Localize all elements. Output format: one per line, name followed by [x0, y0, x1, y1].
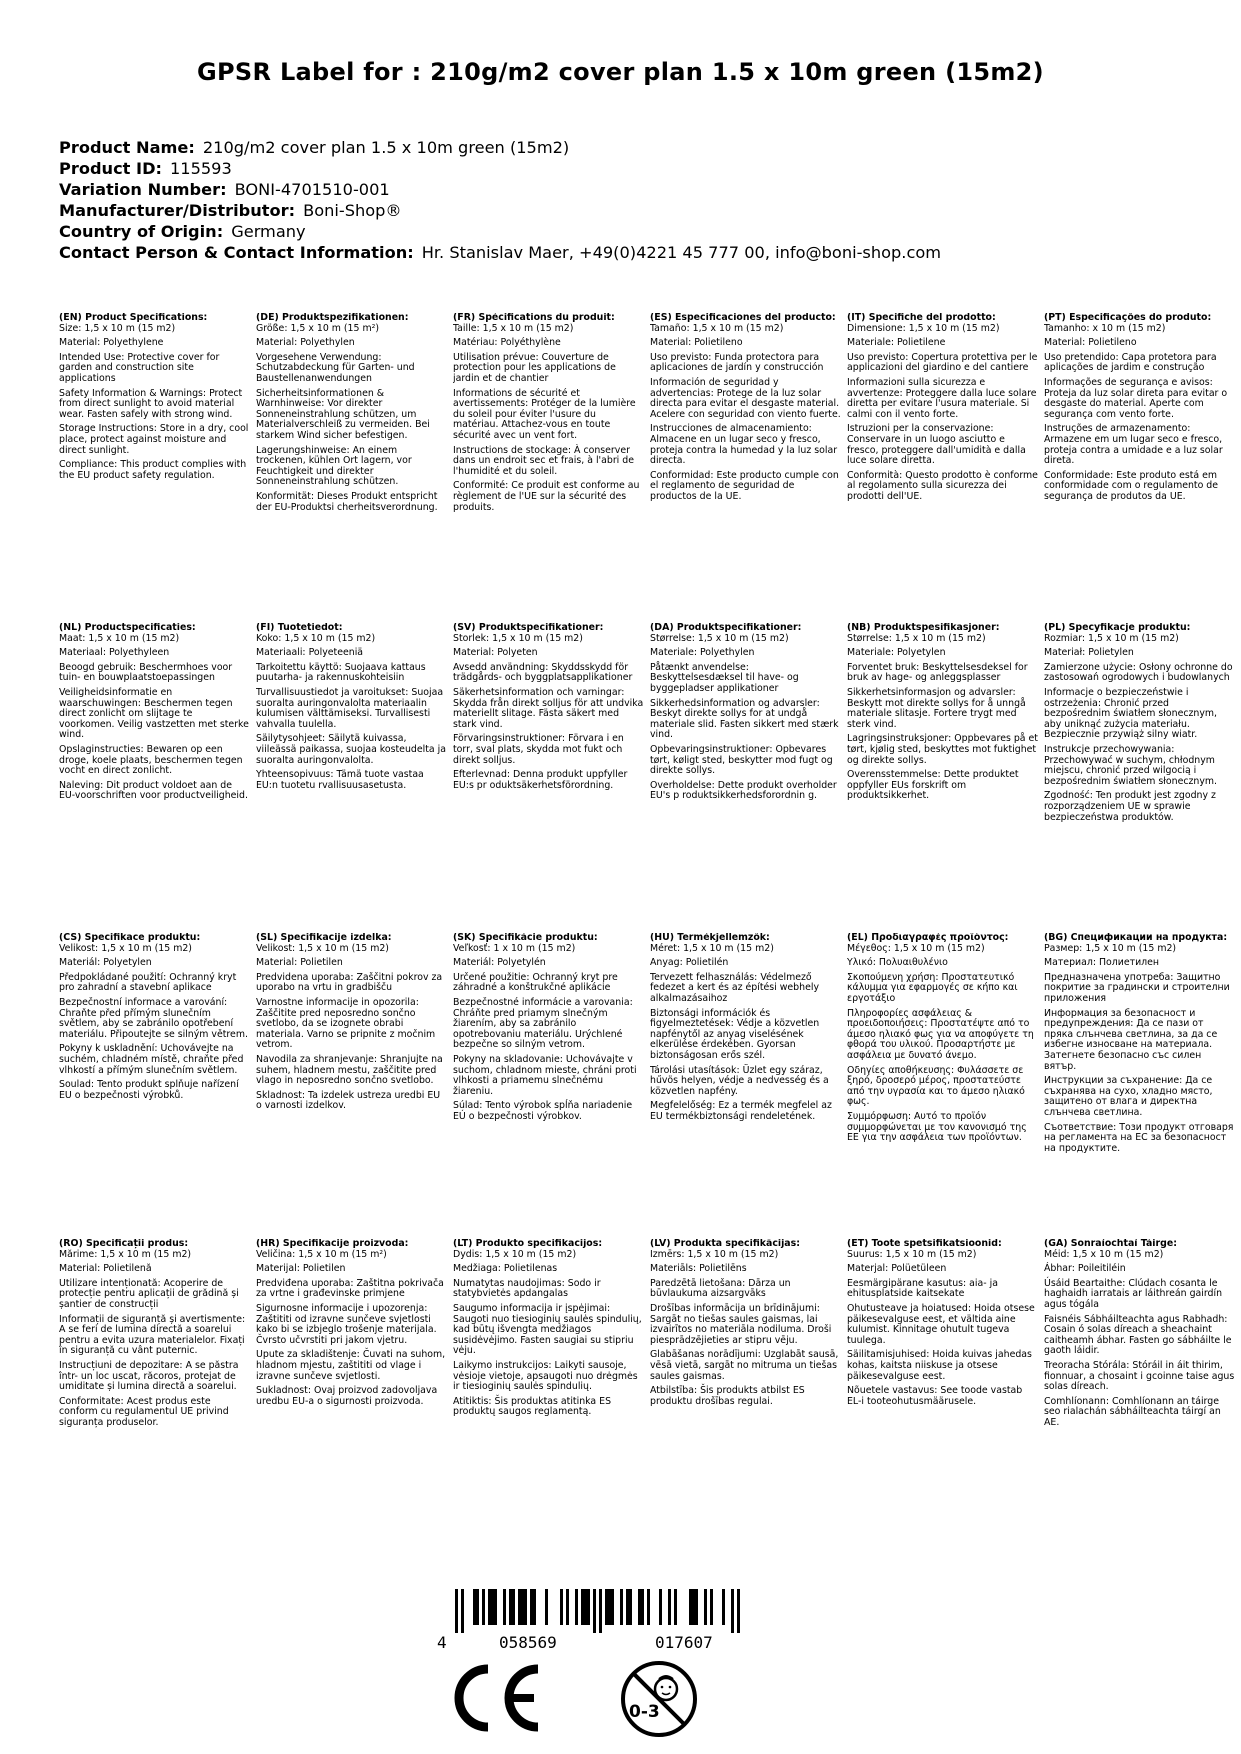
page-title: GPSR Label for : 210g/m2 cover plan 1.5 x 10m green (15m2) — [197, 58, 1044, 86]
barcode-bar — [608, 1589, 611, 1625]
spec-line: Izmērs: 1,5 x 10 m (15 m2) — [650, 1248, 779, 1260]
barcode-right-digits: 017607 — [655, 1633, 713, 1652]
spec-line: Tarkoitettu käyttö: Suojaava kattaus puutarha- ja rakennuskohteisiin — [256, 661, 426, 684]
spec-block — [453, 623, 650, 933]
spec-line: Varnostne informacije in opozorila: Zaščitite pred neposredno sončno svetlobo, da se izognete obrabi materiala. Varno se pripnite z močnim vetrom. — [256, 996, 436, 1051]
spec-line: Skladnost: Ta izdelek ustreza uredbi EU o varnosti izdelkov. — [256, 1089, 441, 1112]
spec-line: Súlad: Tento výrobok spĺňa nariadenie EÚ o bezpečnosti výrobkov. — [453, 1100, 633, 1122]
spec-line: Avsedd användning: Skyddsskydd för trädgårds- och byggplatsapplikationer — [453, 661, 633, 684]
spec-line: Mărime: 1,5 x 10 m (15 m2) — [59, 1248, 192, 1260]
spec-line: Atitiktis: Šis produktas atitinka ES produktų saugos reglamentą. — [453, 1395, 612, 1418]
info-value: BONI-4701510-001 — [234, 180, 390, 199]
spec-line: Velikost: 1,5 x 10 m (15 m2) — [256, 942, 389, 954]
spec-line: Beoogd gebruik: Beschermhoes voor tuin- en bouwplaatstoepassingen — [59, 661, 233, 684]
info-row — [59, 242, 941, 263]
spec-line: Informacje o bezpieczeństwie i ostrzeżenia: Chronić przed bezpośrednim światłem słonecznym, aby uniknąć zużycia materiału. Bezpiecznie przywiąż silny wiatr. — [1044, 686, 1218, 741]
barcode-bar — [704, 1589, 707, 1625]
spec-line: Storage Instructions: Store in a dry, cool place, protect against moisture and direct sunlight. — [59, 423, 249, 456]
spec-line: Upute za skladištenje: Čuvati na suhom, hladnom mjestu, zaštititi od vlage i izravne sunčeve svjetlosti. — [256, 1349, 446, 1382]
spec-heading: (PL) Specyfikacje produktu: — [1044, 623, 1191, 633]
spec-line: Glabāšanas norādījumi: Uzglabāt sausā, vēsā vietā, sargāt no mitruma un tiešas saules gaismas. — [650, 1349, 839, 1382]
spec-line: Vorgesehene Verwendung: Schutzabdeckung für Garten- und Baustellenanwendungen — [256, 351, 415, 384]
spec-heading: (LT) Produkto specifikacijos: — [453, 1239, 603, 1249]
spec-line: Lagringsinstruksjoner: Oppbevares på et tørt, kjølig sted, beskyttes mot fuktighet og direkte sollys. — [847, 733, 1038, 766]
spec-heading: (CS) Specifikace produktu: — [59, 933, 201, 943]
spec-line: Predvidena uporaba: Zaščitni pokrov za uporabo na vrtu in gradbišču — [256, 971, 443, 994]
spec-line: Určené použitie: Ochranný kryt pre záhradné a konštrukčné aplikácie — [453, 971, 618, 994]
info-value: 115593 — [169, 159, 232, 178]
spec-line: Материал: Полиетилен — [1044, 957, 1160, 969]
spec-line: Predviđena uporaba: Zaštitna pokrivača za vrtne i građevinske primjene — [256, 1277, 444, 1300]
spec-line: Informações de segurança e avisos: Proteja da luz solar direta para evitar o desgaste do material. Aperte com segurança com vento forte. — [1044, 376, 1228, 420]
spec-line: Säkerhetsinformation och varningar: Skydda från direkt solljus för att undvika materiellt slitage. Fästa säkert med stark vind. — [453, 686, 644, 730]
spec-line: Съответствие: Този продукт отговаря на регламента на ЕС за безопасност на продуктите. — [1044, 1121, 1234, 1154]
info-row — [59, 179, 941, 200]
spec-line: Sukladnost: Ovaj proizvod zadovoljava uredbu EU-a o sigurnosti proizvoda. — [256, 1385, 438, 1407]
spec-line: Ábhar: Poileitiléin — [1044, 1263, 1126, 1275]
spec-block — [1044, 313, 1241, 623]
spec-line: Tárolási utasítások: Üzlet egy száraz, hűvös helyen, védje a nedvesség és a közvetlen napfény. — [650, 1064, 829, 1097]
spec-line: Materiál: Polyetylén — [453, 957, 546, 969]
spec-line: Bezpečnostní informace a varování: Chraňte před přímým slunečním světlem, aby se zabránilo opotřebení materiálu. Připoutejte se silným větrem. — [59, 996, 248, 1040]
spec-line: Pokyny k uskladnění: Uchovávejte na suchém, chladném místě, chraňte před vlhkostí a přímým slunečním světlem. — [59, 1043, 244, 1076]
spec-line: Materiale: Polietilene — [847, 337, 946, 349]
barcode-bar — [473, 1589, 476, 1625]
spec-line: Bezpečnostné informácie a varovania: Chráňte pred priamym slnečným žiarením, aby sa zabránilo opotrebovaniu materiálu. Urýchlené bezpečne so silným vetrom. — [453, 996, 633, 1051]
spec-line: Информация за безопасност и предупреждения: Да се пази от пряка слънчева светлина, за да се избегне износване на материала. Затегнете безопасно със силен вятър. — [1044, 1007, 1218, 1072]
spec-line: Laikymo instrukcijos: Laikyti sausoje, vėsioje vietoje, apsaugoti nuo drėgmės ir tiesioginių saulės spindulių. — [453, 1359, 638, 1393]
spec-block — [59, 623, 256, 933]
barcode-bar — [524, 1589, 527, 1625]
spec-line: Faisnéis Sábháilteachta agus Rabhadh: Cosain ó solas díreach a sheachaint caitheamh ábhar. Fasten go sábháilte le gaoth láidir. — [1044, 1313, 1232, 1357]
spec-line: Sikkerhedsinformation og advarsler: Beskyt direkte sollys for at undgå materiale slid. Fasten sikkert med stærk vind. — [650, 697, 839, 741]
spec-line: Istruzioni per la conservazione: Conservare in un luogo asciutto e fresco, proteggere dall'umidità e dalla luce solare diretta. — [847, 423, 1026, 467]
barcode-bar — [695, 1589, 698, 1625]
spec-line: Инструкции за съхранение: Да се съхранява на сухо, хладно място, защитено от влага и директна слънчева светлина. — [1044, 1075, 1213, 1118]
spec-line: Uso previsto: Funda protectora para aplicaciones de jardín y construcción — [650, 351, 824, 374]
info-value: Boni-Shop® — [303, 201, 402, 220]
spec-block — [847, 313, 1044, 623]
barcode-bar — [482, 1589, 485, 1625]
spec-line: Conformità: Questo prodotto è conforme al regolamento sulla sicurezza dei prodotti dell'UE. — [847, 469, 1038, 502]
spec-line: Veličina: 1,5 x 10 m (15 m²) — [256, 1248, 387, 1260]
spec-block — [650, 1239, 847, 1539]
spec-line: Zamierzone użycie: Osłony ochronne do zastosowań ogrodowych i budowlanych — [1044, 661, 1233, 684]
barcode-bar — [461, 1589, 464, 1633]
spec-line: Instruções de armazenamento: Armazene em um lugar seco e fresco, proteja contra a umidade e a luz solar direta. — [1044, 423, 1223, 467]
spec-line: Material: Polietileno — [1044, 337, 1137, 349]
spec-line: Tervezett felhasználás: Védelmező fedezet a kert és az építési webhely alkalmazásaihoz — [650, 971, 819, 1004]
spec-line: Yhteensopivuus: Tämä tuote vastaa EU:n tuotetu rvallisuusasetusta. — [256, 769, 424, 791]
spec-line: Conformitate: Acest produs este conform cu regulamentul UE privind siguranța produselor. — [59, 1395, 229, 1428]
spec-line: Nõuetele vastavus: See toode vastab EL-i tooteohutusmäärusele. — [847, 1385, 1023, 1407]
barcode-bar — [587, 1589, 590, 1625]
spec-heading: (SL) Specifikacije izdelka: — [256, 933, 392, 943]
barcode-bar — [581, 1589, 584, 1625]
spec-line: Σκοπούμενη χρήση: Προστατευτικό κάλυμμα για εφαρμογές σε κήπο και εργοτάξιο — [847, 971, 1018, 1004]
spec-block — [1044, 623, 1241, 933]
spec-line: Conformidad: Este producto cumple con el reglamento de seguridad de productos de la UE. — [650, 469, 839, 502]
spec-block — [453, 933, 650, 1239]
barcode-bar — [593, 1589, 596, 1633]
spec-line: Οδηγίες αποθήκευσης: Φυλάσσετε σε ξηρό, δροσερό μέρος, προστατεύστε από την υγρασία και το άμεσο ηλιακό φως. — [847, 1064, 1025, 1108]
not-for-children-0-3-icon — [619, 1659, 699, 1739]
spec-heading: (IT) Specifiche del prodotto: — [847, 313, 996, 323]
spec-line: Utilisation prévue: Couverture de protection pour les applications de jardin et de chantier — [453, 351, 616, 384]
spec-line: Tamanho: x 10 m (15 m2) — [1044, 322, 1166, 334]
ce-mark-icon — [448, 1663, 544, 1733]
spec-line: Informations de sécurité et avertissements: Protéger de la lumière du soleil pour éviter l'usure du matériau. Attachez-vous en toute sécurité avec un vent fort. — [453, 387, 636, 441]
spec-block — [59, 1239, 256, 1539]
spec-line: Μέγεθος: 1,5 x 10 m (15 m2) — [847, 942, 985, 954]
spec-line: Anyag: Polietilén — [650, 957, 729, 969]
spec-line: Megfelelőség: Ez a termék megfelel az EU termékbiztonsági rendeletének. — [650, 1100, 832, 1122]
spec-line: Materiāls: Polietilēns — [650, 1263, 747, 1275]
spec-line: Soulad: Tento produkt splňuje nařízení EU o bezpečnosti výrobků. — [59, 1079, 239, 1101]
spec-heading: (BG) Спецификации на продукта: — [1044, 933, 1228, 943]
spec-line: Información de seguridad y advertencias: Protege de la luz solar directa para evitar el desgaste material. Acelere con seguridad con viento fuerte. — [650, 376, 841, 420]
spec-heading: (NB) Produktspesifikasjoner: — [847, 623, 1000, 633]
spec-line: Συμμόρφωση: Αυτό το προϊόν συμμορφώνεται με τον κανονισμό της ΕΕ για την ασφάλεια των προϊόντων. — [847, 1110, 1027, 1144]
barcode-bar — [647, 1589, 650, 1625]
spec-line: Turvallisuustiedot ja varoitukset: Suojaa suoralta auringonvalolta materiaalin kulumisen välttämiseksi. Turvallisesti vahvalla tuulella. — [256, 686, 444, 730]
barcode-bar — [476, 1589, 479, 1625]
spec-line: Overensstemmelse: Dette produktet oppfyller EUs forskrift om produktsikkerhet. — [847, 769, 1019, 802]
spec-heading: (EN) Product Specifications: — [59, 313, 208, 323]
barcode-bar — [689, 1589, 692, 1625]
spec-line: Material: Polyethylene — [59, 337, 164, 349]
spec-line: Storlek: 1,5 x 10 m (15 m2) — [453, 632, 583, 644]
spec-line: Pokyny na skladovanie: Uchovávajte v suchom, chladnom mieste, chráni proti vlhkosti a priamemu slnečnému žiareniu. — [453, 1053, 637, 1097]
spec-block — [650, 623, 847, 933]
spec-line: Méret: 1,5 x 10 m (15 m2) — [650, 942, 774, 954]
spec-line: Opslaginstructies: Bewaren op een droge, koele plaats, beschermen tegen vocht en direct zonlicht. — [59, 743, 243, 777]
spec-line: Méid: 1,5 x 10 m (15 m2) — [1044, 1248, 1164, 1260]
spec-line: Säilitamisjuhised: Hoida kuivas jahedas kohas, kaitsta niiskuse ja otsese päikesevalguse eest. — [847, 1349, 1032, 1382]
spec-line: Påtænkt anvendelse: Beskyttelsesdæksel til have- og byggepladser applikationer — [650, 661, 799, 694]
spec-line: Ohutusteave ja hoiatused: Hoida otsese päikesevalguse eest, et vältida aine kulumist. Kinnitage ohutult tugeva tuulega. — [847, 1302, 1035, 1346]
spec-line: Sigurnosne informacije i upozorenja: Zaštititi od izravne sunčeve svjetlosti kako bi se izbjeglo trošenje materijala. Čvrsto učvrstiti pri jakom vjetru. — [256, 1302, 437, 1346]
spec-heading: (SK) Špecifikácie produktu: — [453, 933, 598, 943]
spec-heading: (NL) Productspecificaties: — [59, 623, 196, 633]
spec-line: Treoracha Stórála: Stóráil in áit thirim, fionnuar, a chosaint i gcoinne taise agus solas díreach. — [1044, 1359, 1235, 1393]
barcode-bar — [641, 1589, 644, 1625]
spec-block — [847, 623, 1044, 933]
spec-line: Tamaño: 1,5 x 10 m (15 m2) — [650, 322, 784, 334]
barcode-bar — [521, 1589, 524, 1625]
spec-line: Informații de siguranță și avertismente: A se feri de lumina directă a soarelui pentru a evita uzura materialelor. Fixați în siguranță cu vânt puternic. — [59, 1313, 246, 1357]
spec-block — [256, 313, 453, 623]
spec-line: Navodila za shranjevanje: Shranjujte na suhem, hladnem mestu, zaščitite pred vlago in neposredno sončno svetlobo. — [256, 1053, 443, 1087]
barcode-left-digits: 058569 — [499, 1633, 557, 1652]
info-label: Country of Origin: — [59, 222, 224, 241]
spec-line: Instrucțiuni de depozitare: A se păstra într- un loc uscat, răcoros, protejat de umiditate și lumina directă a soarelui. — [59, 1359, 239, 1393]
spec-line: Zgodność: Ten produkt jest zgodny z rozporządzeniem UE w sprawie bezpieczeństwa produktów. — [1044, 790, 1216, 823]
spec-line: Konformität: Dieses Produkt entspricht der EU-Produktsi cherheitsverordnung. — [256, 490, 438, 513]
spec-line: Overholdelse: Dette produkt overholder EU's p roduktsikkerhedsforordnin g. — [650, 779, 837, 802]
spec-line: Rozmiar: 1,5 x 10 m (15 m2) — [1044, 632, 1179, 644]
product-info — [59, 137, 941, 263]
spec-line: Größe: 1,5 x 10 m (15 m²) — [256, 322, 380, 334]
spec-line: Materiale: Polyetylen — [847, 647, 946, 659]
barcode-bar — [629, 1589, 632, 1625]
spec-line: Suurus: 1,5 x 10 m (15 m2) — [847, 1248, 977, 1260]
spec-line: Förvaringsinstruktioner: Förvara i en torr, sval plats, skydda mot fukt och direkt solljus. — [453, 733, 624, 766]
spec-line: Comhlíonann: Comhlíonann an táirge seo rialachán sábháilteachta táirgí an AE. — [1044, 1395, 1221, 1428]
spec-block — [453, 313, 650, 623]
spec-line: Υλικό: Πολυαιθυλένιο — [847, 957, 948, 969]
barcode-bar — [530, 1589, 533, 1625]
spec-line: Matériau: Polyéthylène — [453, 337, 561, 349]
spec-line: Utilizare intenționată: Acoperire de protecție pentru aplicații de grădină și șantier de construcții — [59, 1277, 239, 1310]
spec-line: Πληροφορίες ασφάλειας & προειδοποιήσεις: Προστατέψτε από το άμεσο ηλιακό φως για να αποφύγετε τη φθορά του υλικού. Προσαρτήστε με ασφάλεια με δυνατό άνεμο. — [847, 1007, 1034, 1061]
spec-block — [256, 933, 453, 1239]
info-label: Product ID: — [59, 159, 162, 178]
barcode-bar — [488, 1589, 491, 1625]
spec-line: Atbilstība: Šis produkts atbilst ES produktu drošības regulai. — [650, 1385, 805, 1407]
spec-heading: (DA) Produktspecifikationer: — [650, 623, 802, 633]
spec-line: Veiligheidsinformatie en waarschuwingen: Beschermen tegen direct zonlicht om slijtage te voorkomen. Veilig vastzetten met sterke wind. — [59, 686, 249, 741]
spec-line: Uso pretendido: Capa protetora para aplicações de jardim e construção — [1044, 351, 1217, 374]
spec-heading: (HR) Specifikacije proizvoda: — [256, 1239, 409, 1249]
spec-line: Размер: 1,5 x 10 m (15 m2) — [1044, 942, 1177, 954]
spec-line: Størrelse: 1,5 x 10 m (15 m2) — [650, 632, 789, 644]
spec-block — [1044, 1239, 1241, 1539]
spec-line: Conformidade: Este produto está em conformidade com o regulamento de segurança de produtos da UE. — [1044, 469, 1219, 502]
spec-line: Naleving: Dit product voldoet aan de EU-voorschriften voor productveiligheid. — [59, 779, 248, 802]
info-row — [59, 158, 941, 179]
spec-heading: (EL) Προδιαγραφές προϊόντος: — [847, 933, 1009, 943]
spec-line: Sicherheitsinformationen & Warnhinweise: Vor direkter Sonneneinstrahlung schützen, um Materialverschleiß zu vermeiden. Bei starkem Wind sicher befestigen. — [256, 387, 430, 441]
spec-grid — [59, 313, 1239, 1539]
spec-line: Biztonsági információk és figyelmeztetések: Védje a közvetlen napfénytől az anyag viselésének elkerülése érdekében. Gyorsan biztonságosan erős szél. — [650, 1007, 820, 1061]
barcode-bar — [512, 1589, 515, 1625]
spec-line: Dydis: 1,5 x 10 m (15 m2) — [453, 1248, 577, 1260]
spec-line: Informazioni sulla sicurezza e avvertenze: Proteggere dalla luce solare diretta per evitare l'usura materiale. Si calmi con il vento forte. — [847, 376, 1037, 420]
spec-heading: (GA) Sonraíochtaí Táirge: — [1044, 1239, 1177, 1249]
spec-line: Maat: 1,5 x 10 m (15 m2) — [59, 632, 180, 644]
spec-line: Numatytas naudojimas: Sodo ir statybvietės apdangalas — [453, 1277, 601, 1300]
spec-heading: (LV) Produkta specifikācijas: — [650, 1239, 800, 1249]
spec-line: Sikkerhetsinformasjon og advarsler: Beskytt mot direkte sollys for å unngå materiale slitasje. Fortere trygt med sterk vind. — [847, 686, 1026, 730]
spec-line: Velikost: 1,5 x 10 m (15 m2) — [59, 942, 192, 954]
spec-line: Compliance: This product complies with the EU product safety regulation. — [59, 459, 247, 481]
barcode-bar — [710, 1589, 713, 1625]
spec-line: Material: Polietileno — [650, 337, 743, 349]
barcode-bar — [491, 1589, 494, 1625]
barcode-bar — [731, 1589, 734, 1633]
spec-line: Instructions de stockage: À conserver dans un endroit sec et frais, à l'abri de l'humidité et du soleil. — [453, 444, 634, 477]
spec-line: Safety Information & Warnings: Protect from direct sunlight to avoid material wear. Fasten safely with strong wind. — [59, 387, 243, 420]
barcode-bar — [668, 1589, 671, 1625]
spec-block — [847, 933, 1044, 1239]
spec-line: Paredzētā lietošana: Dārza un būvlaukuma aizsargvāks — [650, 1277, 791, 1300]
info-value: Hr. Stanislav Maer, +49(0)4221 45 777 00, info@boni-shop.com — [421, 243, 942, 262]
spec-block — [650, 313, 847, 623]
info-row — [59, 137, 941, 158]
barcode-bar — [638, 1589, 641, 1625]
spec-block — [59, 933, 256, 1239]
barcode-bar — [575, 1589, 578, 1625]
spec-line: Instrucciones de almacenamiento: Almacene en un lugar seco y fresco, proteja contra la humedad y la luz solar directa. — [650, 423, 838, 467]
spec-line: Size: 1,5 x 10 m (15 m2) — [59, 322, 176, 334]
barcode-bar — [518, 1589, 521, 1625]
spec-line: Materiaal: Polyethyleen — [59, 647, 170, 659]
info-label: Product Name: — [59, 138, 195, 157]
spec-heading: (PT) Especificações do produto: — [1044, 313, 1212, 323]
spec-block — [1044, 933, 1241, 1239]
info-row — [59, 200, 941, 221]
barcode-bar — [584, 1589, 587, 1625]
spec-line: Předpokládané použití: Ochranný kryt pro zahradní a stavební aplikace — [59, 971, 237, 994]
spec-line: Úsáid Beartaithe: Clúdach cosanta le haghaidh iarratais ar láithreán gairdín agus tógála — [1044, 1277, 1223, 1310]
spec-line: Dimensione: 1,5 x 10 m (15 m2) — [847, 322, 1000, 334]
barcode-bar — [611, 1589, 614, 1625]
spec-block — [650, 933, 847, 1239]
barcode-bar — [545, 1589, 548, 1625]
info-value: 210g/m2 cover plan 1.5 x 10m green (15m2) — [202, 138, 570, 157]
barcode-bar — [674, 1589, 677, 1625]
spec-line: Intended Use: Protective cover for garden and construction site applications — [59, 351, 220, 384]
info-row — [59, 221, 941, 242]
spec-line: Størrelse: 1,5 x 10 m (15 m2) — [847, 632, 986, 644]
barcode-bar — [455, 1589, 458, 1633]
spec-line: Material: Polietilenă — [59, 1263, 152, 1275]
barcode-bar — [626, 1589, 629, 1625]
spec-line: Medžiaga: Polietilenas — [453, 1263, 558, 1275]
spec-block — [256, 623, 453, 933]
spec-line: Opbevaringsinstruktioner: Opbevares tørt, køligt sted, beskytter mod fugt og direkte sollys. — [650, 743, 833, 777]
barcode-bar — [620, 1589, 623, 1625]
spec-heading: (SV) Produktspecifikationer: — [453, 623, 604, 633]
spec-line: Instrukcje przechowywania: Przechowywać w suchym, chłodnym miejscu, chronić przed wilgocią i bezpośrednim światłem słonecznym. — [1044, 743, 1218, 787]
barcode-bar — [560, 1589, 563, 1625]
spec-heading: (RO) Specificații produs: — [59, 1239, 189, 1249]
spec-line: Materiaali: Polyeteeniä — [256, 647, 364, 659]
barcode-bar — [659, 1589, 662, 1625]
spec-line: Säilytysohjeet: Säilytä kuivassa, viileässä paikassa, suojaa kosteudelta ja suoralta auringonvalolta. — [256, 733, 446, 766]
spec-block — [847, 1239, 1044, 1539]
spec-line: Material: Polyeten — [453, 647, 538, 659]
barcode-bar — [737, 1589, 740, 1633]
barcode-bar — [692, 1589, 695, 1625]
barcode-bar — [566, 1589, 569, 1625]
info-value: Germany — [231, 222, 306, 241]
spec-line: Uso previsto: Copertura protettiva per le applicazioni del giardino e del cantiere — [847, 351, 1038, 374]
spec-line: Materijal: Polietilen — [256, 1263, 346, 1275]
spec-block — [256, 1239, 453, 1539]
barcode-bar — [605, 1589, 608, 1625]
spec-line: Materjal: Polüetüleen — [847, 1263, 947, 1275]
info-label: Variation Number: — [59, 180, 227, 199]
spec-block — [59, 313, 256, 623]
info-label: Contact Person & Contact Information: — [59, 243, 414, 262]
barcode-bar — [533, 1589, 536, 1625]
spec-line: Saugumo informacija ir įspėjimai: Saugoti nuo tiesioginių saulės spindulių, kad būtų išvengta medžiagos susidėvėjimo. Fasten saugiai su stipriu vėju. — [453, 1302, 642, 1357]
spec-line: Lagerungshinweise: An einem trockenen, kühlen Ort lagern, vor Feuchtigkeit und direkter Sonneneinstrahlung schützen. — [256, 444, 412, 488]
spec-line: Conformité: Ce produit est conforme au règlement de l'UE sur la sécurité des produits. — [453, 480, 640, 513]
barcode-bar — [599, 1589, 602, 1633]
spec-line: Materiał: Polietylen — [1044, 647, 1134, 659]
spec-heading: (FI) Tuotetiedot: — [256, 623, 343, 633]
ean-barcode — [437, 1589, 773, 1652]
spec-line: Taille: 1,5 x 10 m (15 m2) — [453, 322, 574, 334]
barcode-bar — [503, 1589, 506, 1625]
spec-heading: (HU) Termékjellemzők: — [650, 933, 770, 943]
spec-heading: (ET) Toote spetsifikatsioonid: — [847, 1239, 1002, 1249]
age-label: 0-3 — [629, 1702, 660, 1722]
barcode-first-digit: 4 — [437, 1633, 447, 1652]
info-label: Manufacturer/Distributor: — [59, 201, 296, 220]
spec-heading: (ES) Especificaciones del producto: — [650, 313, 836, 323]
spec-line: Forventet bruk: Beskyttelsesdeksel for bruk av hage- og anleggsplasser — [847, 661, 1028, 684]
spec-line: Eesmärgipärane kasutus: aia- ja ehitusplatside kaitsekate — [847, 1277, 998, 1300]
spec-line: Material: Polietilen — [256, 957, 343, 969]
spec-line: Material: Polyethylen — [256, 337, 355, 349]
barcode-bar — [509, 1589, 512, 1625]
spec-block — [453, 1239, 650, 1539]
spec-line: Veľkosť: 1 x 10 m (15 m2) — [453, 942, 576, 954]
barcode-bars — [437, 1589, 773, 1633]
barcode-bar — [494, 1589, 497, 1625]
spec-heading: (DE) Produktspezifikationen: — [256, 313, 409, 323]
spec-line: Materiál: Polyetylen — [59, 957, 152, 969]
spec-line: Koko: 1,5 x 10 m (15 m2) — [256, 632, 376, 644]
spec-heading: (FR) Spécifications du produit: — [453, 313, 615, 323]
spec-line: Drošības informācija un brīdinājumi: Sargāt no tiešas saules gaismas, lai izvairītos no materiāla nodiluma. Droši piesprādzējieties ar stipru vēju. — [650, 1302, 832, 1346]
spec-line: Предназначена употреба: Защитно покритие за градински и строителни приложения — [1044, 971, 1230, 1004]
spec-line: Materiale: Polyethylen — [650, 647, 755, 659]
barcode-bar — [722, 1589, 725, 1625]
spec-line: Efterlevnad: Denna produkt uppfyller EU:s pr oduktsäkerhetsförordning. — [453, 769, 628, 791]
